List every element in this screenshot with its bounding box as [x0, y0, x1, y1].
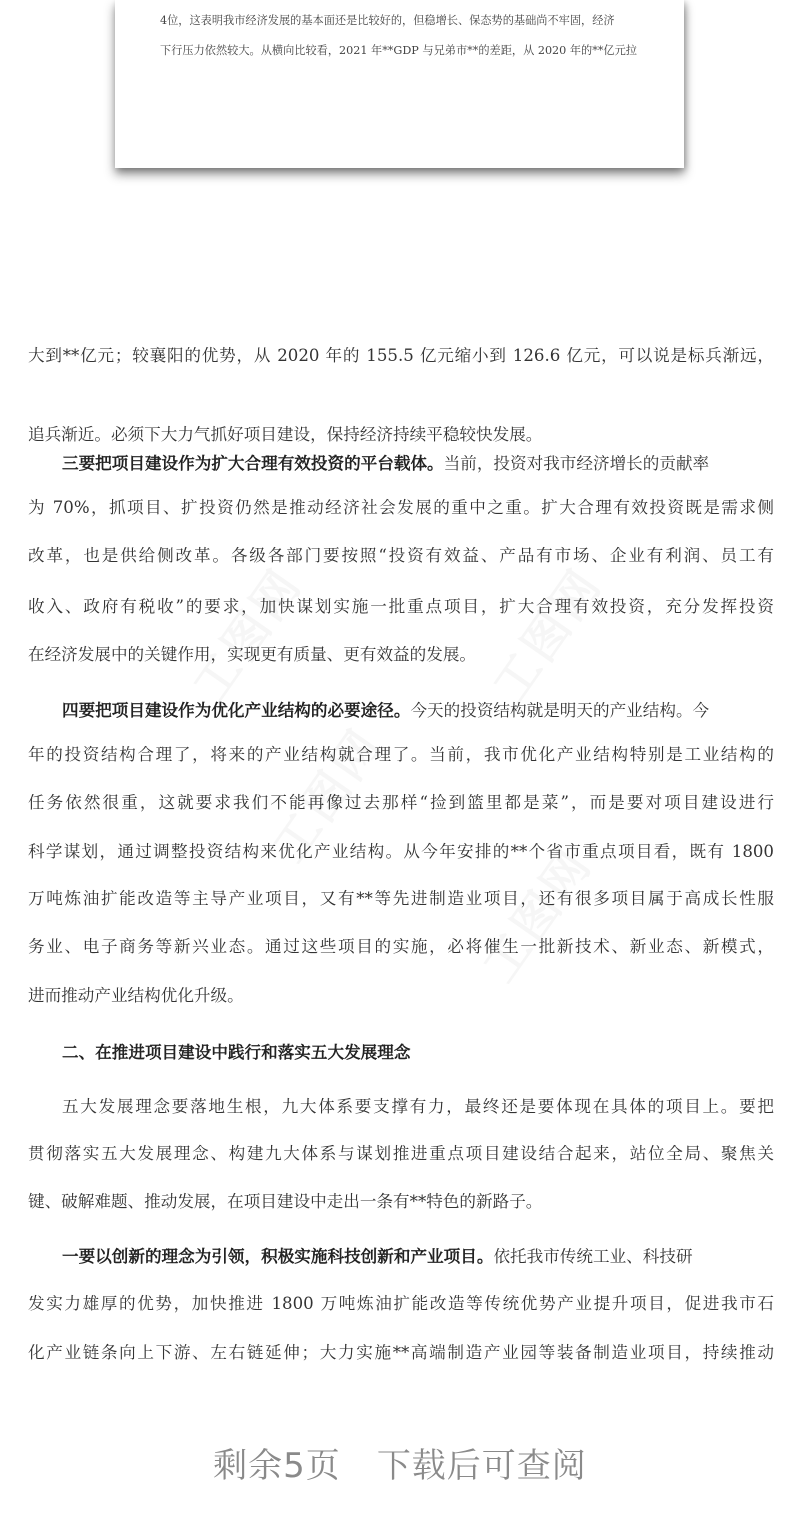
body-text-line: 为 70%，抓项目、扩投资仍然是推动经济社会发展的重中之重。扩大合理有效投资既是需求侧: [28, 498, 774, 517]
body-text-line: 任务依然很重，这就要求我们不能再像过去那样“捡到篮里都是菜”，而是要对项目建设进行: [28, 793, 774, 812]
body-text: 依托我市传统工业、科技研: [493, 1247, 693, 1266]
bold-lead-sentence: 四要把项目建设作为优化产业结构的必要途径。: [62, 700, 411, 720]
body-text-line: 收入、政府有税收”的要求，加快谋划实施一批重点项目，扩大合理有效投资，充分发挥投资: [28, 597, 774, 616]
remaining-pages-count: 剩余5页: [213, 1446, 341, 1486]
body-text-line: 追兵渐近。必须下大力气抓好项目建设，保持经济持续平稳较快发展。: [28, 425, 543, 444]
body-text-line: 贯彻落实五大发展理念、构建九大体系与谋划推进重点项目建设结合起来，站位全局、聚焦关: [28, 1144, 774, 1163]
watermark: [175, 553, 315, 714]
bold-lead-sentence: 三要把项目建设作为扩大合理有效投资的平台载体。: [62, 453, 444, 473]
paragraph-first-line: [62, 698, 774, 722]
bold-lead-sentence: 一要以创新的理念为引领，积极实施科技创新和产业项目。: [62, 1246, 494, 1266]
body-text: 当前，投资对我市经济增长的贡献率: [443, 454, 710, 473]
body-text-line: 键、破解难题、推动发展，在项目建设中走出一条有**特色的新路子。: [28, 1192, 543, 1211]
watermark: [475, 553, 615, 714]
body-text-line: 万吨炼油扩能改造等主导产业项目，又有**等先进制造业项目，还有很多项目属于高成长性服: [28, 889, 774, 908]
body-text-line: 改革，也是供给侧改革。各级各部门要按照“投资有效益、产品有市场、企业有利润、员工有: [28, 546, 774, 565]
body-text: 今天的投资结构就是明天的产业结构。今: [410, 701, 710, 720]
download-hint: 下载后可查阅: [376, 1446, 587, 1486]
preview-text-line: 下行压力依然较大。从横向比较看，2021 年**GDP 与兄弟市**的差距，从 2020 年的**亿元拉: [160, 44, 637, 57]
body-text-line: 年的投资结构合理了，将来的产业结构就合理了。当前，我市优化产业结构特别是工业结构的: [28, 745, 774, 764]
body-text-line: 大到**亿元；较襄阳的优势，从 2020 年的 155.5 亿元缩小到 126.6 亿元，可以说是标兵渐远，: [28, 346, 774, 365]
document-preview-card: [115, 0, 684, 168]
body-text-line: 务业、电子商务等新兴业态。通过这些项目的实施，必将催生一批新技术、新业态、新模式，: [28, 937, 774, 956]
body-text-line: 五大发展理念要落地生根，九大体系要支撑有力，最终还是要体现在具体的项目上。要把: [62, 1097, 774, 1116]
body-text-line: 科学谋划，通过调整投资结构来优化产业结构。从今年安排的**个省市重点项目看，既有 1800: [28, 842, 774, 861]
preview-text-line: 4位，这表明我市经济发展的基本面还是比较好的，但稳增长、保态势的基础尚不牢固，经济: [160, 14, 615, 27]
paragraph-first-line: [62, 1244, 774, 1268]
body-text-line: 化产业链条向上下游、左右链延伸；大力实施**高端制造产业园等装备制造业项目，持续推动: [28, 1343, 774, 1362]
paragraph-first-line: [62, 451, 774, 475]
body-text-line: 进而推动产业结构优化升级。: [28, 986, 244, 1005]
body-text-line: 发实力雄厚的优势，加快推进 1800 万吨炼油扩能改造等传统优势产业提升项目，促进我市石: [28, 1294, 774, 1313]
remaining-pages-notice[interactable]: [0, 1438, 800, 1487]
section-heading: 二、在推进项目建设中践行和落实五大发展理念: [62, 1042, 411, 1062]
body-text-line: 在经济发展中的关键作用，实现更有质量、更有效益的发展。: [28, 645, 477, 664]
